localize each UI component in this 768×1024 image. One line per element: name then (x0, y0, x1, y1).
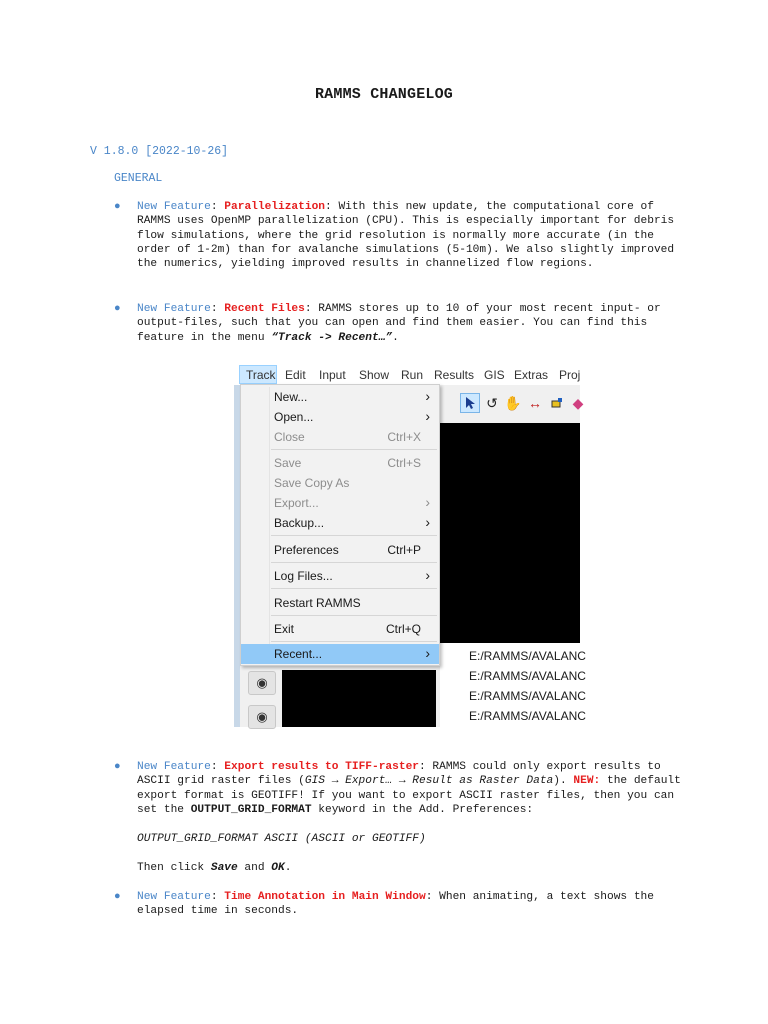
chevron-right-icon: › (425, 645, 430, 661)
menu-item-label: Recent... (274, 647, 323, 661)
recent-files-submenu (440, 643, 586, 727)
chevron-right-icon: › (425, 388, 430, 404)
menu-item-open[interactable] (241, 407, 439, 427)
instruction-text: and (237, 862, 272, 874)
menu-bar (234, 365, 580, 385)
menu-item-label: Preferences (274, 543, 339, 557)
menu-item-label: Export... (274, 496, 319, 510)
feature-description: : RAMMS stores up to 10 of your most recent input- or output-files, such that you can open and find them easier. You can find this feature in the menu (137, 303, 661, 344)
menu-results[interactable]: Results (434, 368, 475, 382)
paint-icon[interactable] (547, 393, 567, 413)
menu-item-restart[interactable] (241, 593, 439, 613)
menu-track[interactable]: Track (246, 368, 276, 382)
menu-path: “Track -> Recent…” (271, 331, 393, 344)
menu-run[interactable]: Run (401, 368, 424, 382)
menu-item-label: Log Files... (274, 569, 333, 583)
chevron-right-icon: › (425, 494, 430, 510)
map-canvas-lower[interactable] (282, 670, 436, 727)
menu-item-label: Save Copy As (274, 476, 350, 490)
feature-description: : With this new update, the computational core of RAMMS uses OpenMP parallelization (CPU). This is especially important for debris flow simulations, where the grid resolution is normally more accurate (in the order of 1-2m) than for avalanche simulations (5-10m). We also slightly improved the numerics, yielding improved results in channelized flow regions. (137, 201, 675, 271)
menu-separator (271, 641, 437, 642)
eraser-icon[interactable]: ◆ (572, 395, 584, 411)
menu-path: GIS → Export… → Result as Raster Data (304, 775, 554, 788)
bullet-icon: ● (114, 303, 121, 315)
toolbar (440, 385, 584, 423)
select-arrow-icon[interactable] (460, 393, 480, 413)
eye-icon[interactable]: ◉ (248, 705, 276, 729)
feature-description: : RAMMS could only export results to ASCII grid raster files ( (137, 761, 661, 788)
new-feature-label: New Feature (137, 201, 211, 213)
code-line: OUTPUT_GRID_FORMAT ASCII (ASCII or GEOTIFF) (137, 833, 426, 845)
menu-item-label: Backup... (274, 516, 325, 530)
menu-edit[interactable]: Edit (285, 368, 306, 382)
bullet-icon: ● (114, 761, 121, 773)
keyword: OUTPUT_GRID_FORMAT (190, 803, 312, 816)
menu-item-backup[interactable] (241, 513, 439, 533)
feature-description: : When animating, a text shows the elapsed time in seconds. (137, 891, 654, 918)
bullet-icon: ● (114, 891, 121, 903)
feature-name: Recent Files (224, 303, 305, 315)
app-screenshot (234, 365, 586, 727)
measure-icon[interactable]: ↔ (528, 395, 542, 411)
map-canvas[interactable] (440, 423, 580, 643)
menu-item-new[interactable] (241, 387, 439, 407)
version-heading: V 1.8.0 [2022-10-26] (90, 145, 229, 158)
chevron-right-icon: › (425, 567, 430, 583)
menu-item-label: Exit (274, 622, 295, 636)
menu-proj[interactable]: Proj (559, 368, 581, 382)
menu-item-shortcut: Ctrl+X (387, 430, 421, 444)
menu-item-save[interactable] (241, 453, 439, 473)
menu-item-exit[interactable] (241, 619, 439, 639)
rotate-icon[interactable]: ↺ (486, 395, 498, 411)
feature-name: Parallelization (224, 201, 326, 213)
feature-description: ). (553, 775, 574, 788)
menu-item-label: Open... (274, 410, 314, 424)
menu-extras[interactable]: Extras (514, 368, 549, 382)
menu-item-log-files[interactable] (241, 566, 439, 586)
menu-item-label: Close (274, 430, 305, 444)
menu-gis[interactable]: GIS (484, 368, 505, 382)
menu-item-shortcut: Ctrl+Q (385, 622, 421, 636)
feature-description: keyword in the Add. Preferences: (311, 803, 534, 816)
pan-hand-icon[interactable]: ✋ (504, 395, 522, 411)
new-feature-label: New Feature (137, 761, 211, 773)
menu-item-shortcut: Ctrl+S (387, 456, 421, 470)
recent-file-item[interactable]: E:/RAMMS/AVALANC (469, 709, 586, 723)
instruction-text: Then click (137, 862, 211, 874)
bullet-icon: ● (114, 201, 121, 213)
recent-file-item[interactable]: E:/RAMMS/AVALANC (469, 689, 586, 703)
menu-separator (271, 562, 437, 563)
eye-icon[interactable]: ◉ (248, 671, 276, 695)
recent-file-item[interactable]: E:/RAMMS/AVALANC (469, 669, 586, 683)
new-feature-label: New Feature (137, 303, 211, 315)
menu-item-label: Restart RAMMS (274, 596, 361, 610)
instruction-text: . (284, 862, 292, 874)
feature-description: the default export format is GEOTIFF! If you want to export ASCII raster files, then you can set the (137, 775, 681, 816)
menu-item-save-copy-as[interactable] (241, 473, 439, 493)
new-tag: NEW: (573, 775, 601, 788)
instruction-line (137, 861, 291, 875)
menu-item-label: Save (274, 456, 302, 470)
chevron-right-icon: › (425, 514, 430, 530)
menu-item-label: New... (274, 390, 308, 404)
feature-name: Time Annotation in Main Window (224, 891, 426, 903)
menu-separator (271, 588, 437, 589)
menu-show[interactable]: Show (359, 368, 390, 382)
menu-separator (271, 615, 437, 616)
menu-item-shortcut: Ctrl+P (387, 543, 421, 557)
sentence-end: . (392, 331, 399, 344)
track-dropdown-menu (240, 384, 440, 666)
recent-file-item[interactable]: E:/RAMMS/AVALANC (469, 649, 586, 663)
menu-input[interactable]: Input (319, 368, 346, 382)
menu-item-preferences[interactable] (241, 540, 439, 560)
new-feature-label: New Feature (137, 891, 211, 903)
feature-name: Export results to TIFF-raster (224, 761, 419, 773)
menu-item-close[interactable] (241, 427, 439, 447)
menu-separator (271, 449, 437, 450)
ok-label: OK (271, 862, 285, 874)
chevron-right-icon: › (425, 408, 430, 424)
save-label: Save (210, 862, 238, 874)
menu-item-recent[interactable] (241, 644, 439, 664)
page-title: RAMMS CHANGELOG (314, 86, 454, 103)
section-heading: GENERAL (114, 172, 163, 185)
menu-item-export[interactable] (241, 493, 439, 513)
menu-separator (271, 535, 437, 536)
